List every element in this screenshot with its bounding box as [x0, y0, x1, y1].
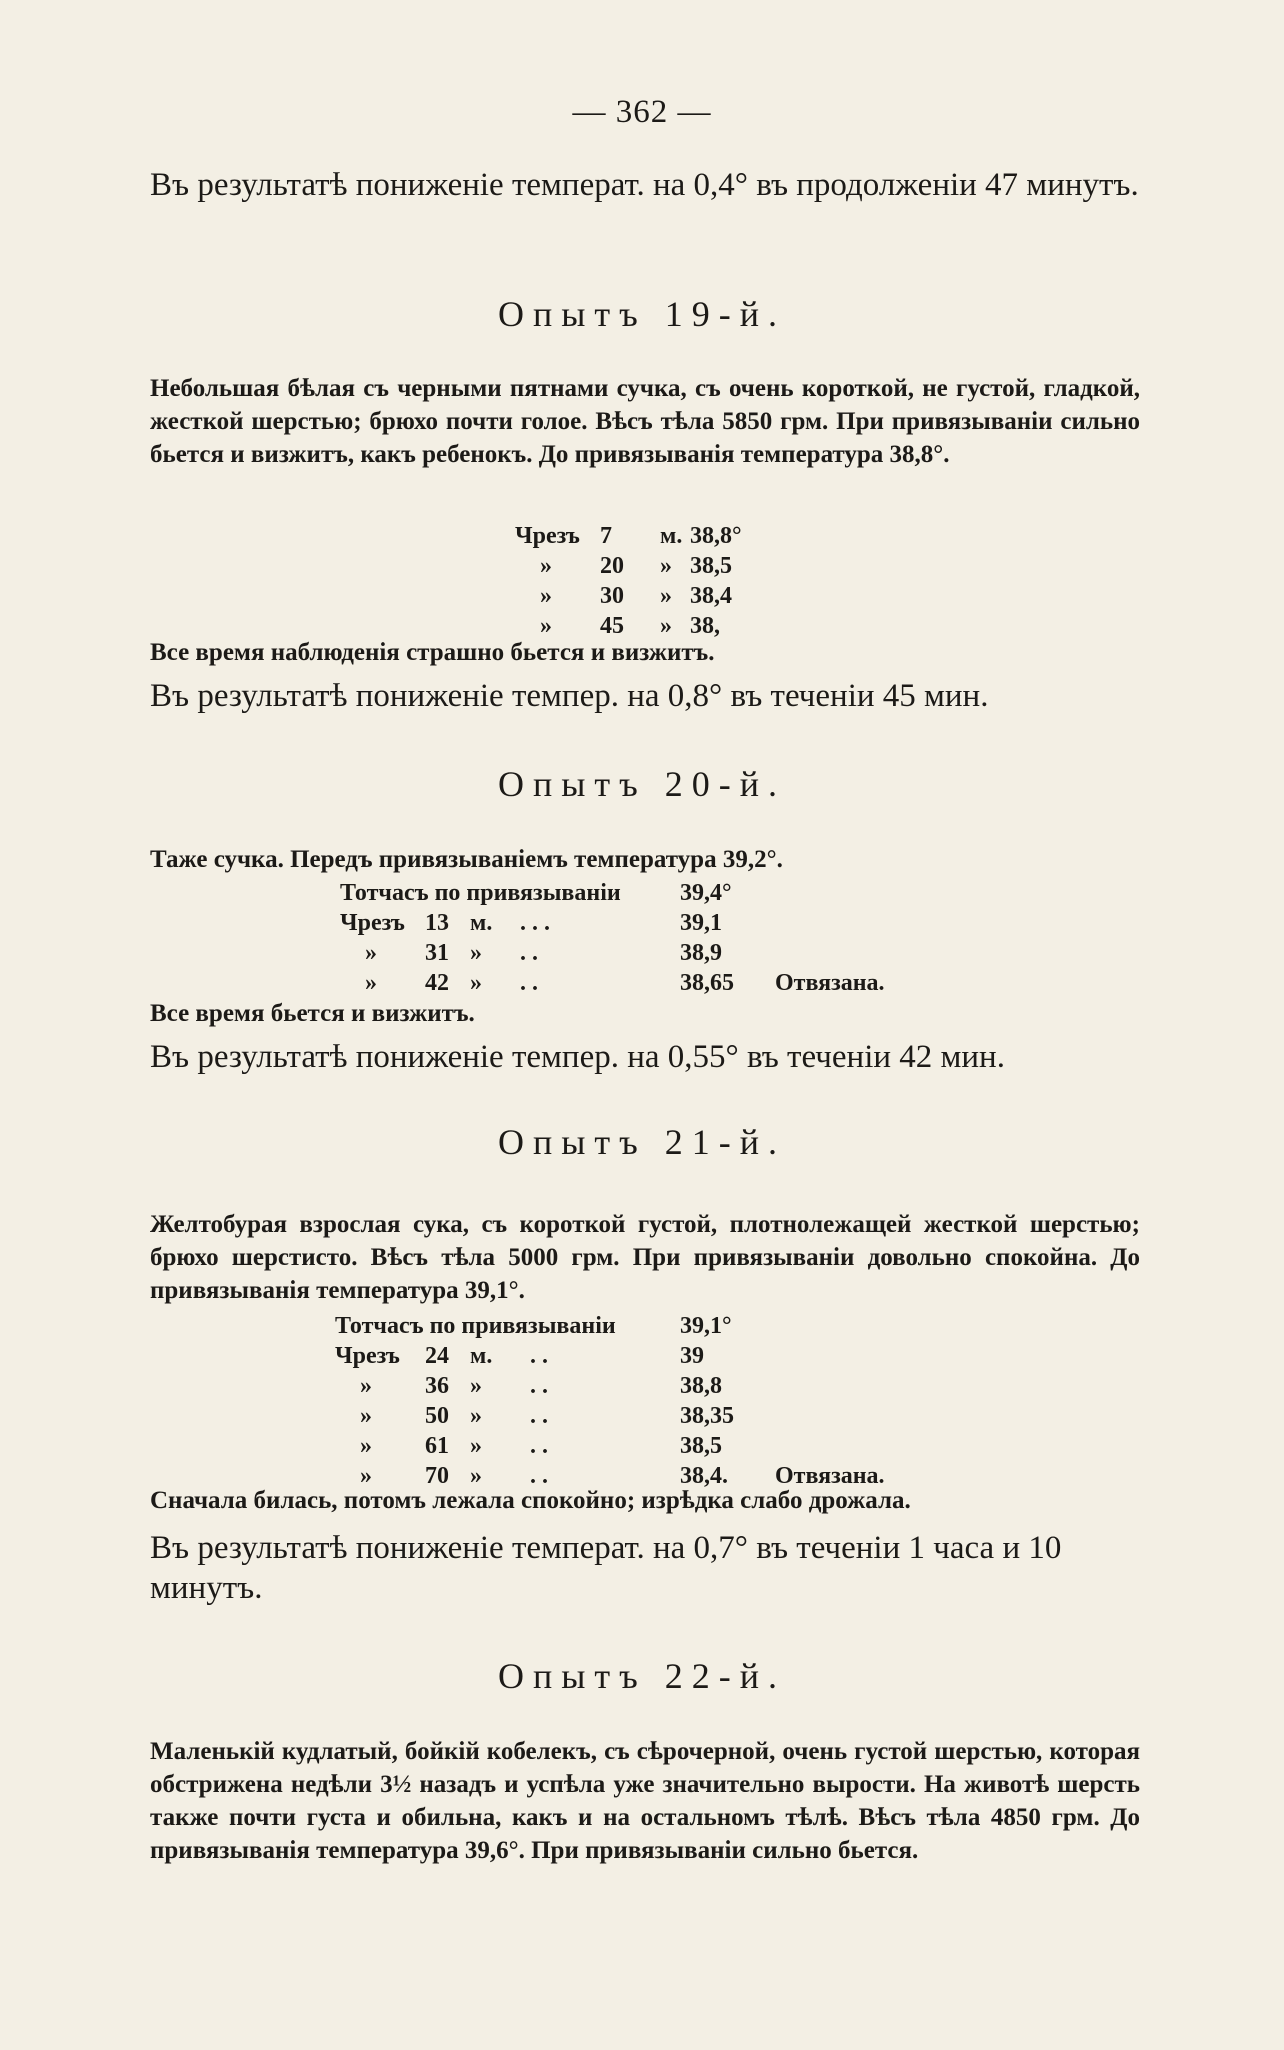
row-temperature: 39,1° [680, 1313, 732, 1339]
row-unit: м. [470, 910, 493, 936]
row-label: Чрезъ [515, 523, 580, 549]
experiment-22-heading-text: Опытъ 22-й. [497, 1656, 787, 1696]
row-unit: » [470, 1403, 482, 1429]
row-unit: » [470, 970, 482, 996]
experiment-19-heading [0, 293, 1284, 335]
row-minutes: 42 [425, 970, 449, 996]
experiment-20-heading [0, 763, 1284, 805]
row-minutes: 31 [425, 940, 449, 966]
row-temperature: 38,4. [680, 1463, 728, 1489]
experiment-20-heading-text: Опытъ 20-й. [497, 764, 787, 804]
row-minutes: 61 [425, 1433, 449, 1459]
row-minutes: 36 [425, 1373, 449, 1399]
row-minutes: 70 [425, 1463, 449, 1489]
row-leader-dots: . . [530, 1343, 548, 1369]
row-leader-dots: . . . [520, 910, 550, 936]
experiment-22-heading [0, 1655, 1284, 1697]
row-minutes: 30 [600, 583, 624, 609]
row-note: Отвязана. [775, 1463, 885, 1489]
row-unit: » [660, 613, 672, 639]
intro-result-text: Въ результатѣ пониженіе температ. на 0,4° въ продолженіи 47 минутъ. [150, 167, 1139, 203]
experiment-19-heading-text: Опытъ 19-й. [497, 294, 787, 334]
experiment-21-note: Сначала билась, потомъ лежала спокойно; изрѣдка слабо дрожала. [150, 1487, 911, 1514]
row-leader-dots: . . [530, 1463, 548, 1489]
row-minutes: 45 [600, 613, 624, 639]
row-minutes: 7 [600, 523, 612, 549]
row-label: Тотчасъ по привязываніи [340, 880, 621, 906]
experiment-21-description: Желтобурая взрослая сука, съ короткой густой, плотнолежащей жесткой шерстью; брюхо шерстисто. Вѣсъ тѣла 5000 грм. При привязываніи довольно спокойна. До привязыванія температура 39,1°. [150, 1211, 1140, 1304]
experiment-22-description: Маленькій кудлатый, бойкій кобелекъ, съ сѣрочерной, очень густой шерстью, которая обстрижена недѣли 3½ назадъ и успѣла уже значительно вырости. На животѣ шерсть также почти густа и обильна, какъ и на остальномъ тѣлѣ. Вѣсъ тѣла 4850 грм. До привязыванія температура 39,6°. При привязываніи сильно бьется. [150, 1738, 1140, 1864]
row-label: Чрезъ [335, 1343, 400, 1369]
row-unit: » [470, 940, 482, 966]
experiment-20-description: Таже сучка. Передъ привязываніемъ температура 39,2°. [150, 846, 783, 873]
row-temperature: 38, [690, 613, 720, 639]
experiment-20-note: Все время бьется и визжитъ. [150, 1000, 475, 1027]
row-unit: » [470, 1373, 482, 1399]
row-minutes: 20 [600, 553, 624, 579]
row-temperature: 39 [680, 1343, 704, 1369]
row-label: Чрезъ [340, 910, 405, 936]
row-temperature: 38,8 [680, 1373, 722, 1399]
experiment-19-note: Все время наблюденія страшно бьется и визжитъ. [150, 639, 715, 666]
row-label: Тотчасъ по привязываніи [335, 1313, 616, 1339]
row-temperature: 38,35 [680, 1403, 734, 1429]
experiment-21-heading [0, 1121, 1284, 1163]
experiment-21-result: Въ результатѣ пониженіе температ. на 0,7° въ теченіи 1 часа и 10 минутъ. [150, 1530, 1062, 1606]
page-number: — 362 — [572, 94, 712, 130]
row-temperature: 38,4 [690, 583, 732, 609]
experiment-21-heading-text: Опытъ 21-й. [497, 1122, 787, 1162]
row-label: » [365, 970, 377, 996]
row-temperature: 38,5 [690, 553, 732, 579]
row-label: » [360, 1403, 372, 1429]
row-temperature: 38,8° [690, 523, 742, 549]
experiment-20-result: Въ результатѣ пониженіе темпер. на 0,55° въ теченіи 42 мин. [150, 1039, 1005, 1075]
row-temperature: 38,5 [680, 1433, 722, 1459]
row-unit: » [470, 1433, 482, 1459]
row-leader-dots: . . [520, 940, 538, 966]
row-label: » [360, 1433, 372, 1459]
row-leader-dots: . . [530, 1433, 548, 1459]
row-unit: м. [470, 1343, 493, 1369]
row-leader-dots: . . [530, 1403, 548, 1429]
row-label: » [360, 1463, 372, 1489]
row-minutes: 24 [425, 1343, 449, 1369]
row-unit: » [660, 583, 672, 609]
experiment-19-result: Въ результатѣ пониженіе темпер. на 0,8° въ теченіи 45 мин. [150, 678, 989, 714]
row-label: » [360, 1373, 372, 1399]
row-label: » [365, 940, 377, 966]
row-minutes: 50 [425, 1403, 449, 1429]
row-label: » [540, 553, 552, 579]
row-unit: » [470, 1463, 482, 1489]
row-minutes: 13 [425, 910, 449, 936]
row-temperature: 38,65 [680, 970, 734, 996]
row-temperature: 39,1 [680, 910, 722, 936]
row-unit: » [660, 553, 672, 579]
row-label: » [540, 613, 552, 639]
row-temperature: 38,9 [680, 940, 722, 966]
row-temperature: 39,4° [680, 880, 732, 906]
row-unit: м. [660, 523, 683, 549]
row-note: Отвязана. [775, 970, 885, 996]
row-label: » [540, 583, 552, 609]
row-leader-dots: . . [520, 970, 538, 996]
row-leader-dots: . . [530, 1373, 548, 1399]
experiment-19-description: Небольшая бѣлая съ черными пятнами сучка, съ очень короткой, не густой, гладкой, жесткой шерстью; брюхо почти голое. Вѣсъ тѣла 5850 грм. При привязываніи сильно бьется и визжитъ, какъ ребенокъ. До привязыванія температура 38,8°. [150, 375, 1140, 468]
